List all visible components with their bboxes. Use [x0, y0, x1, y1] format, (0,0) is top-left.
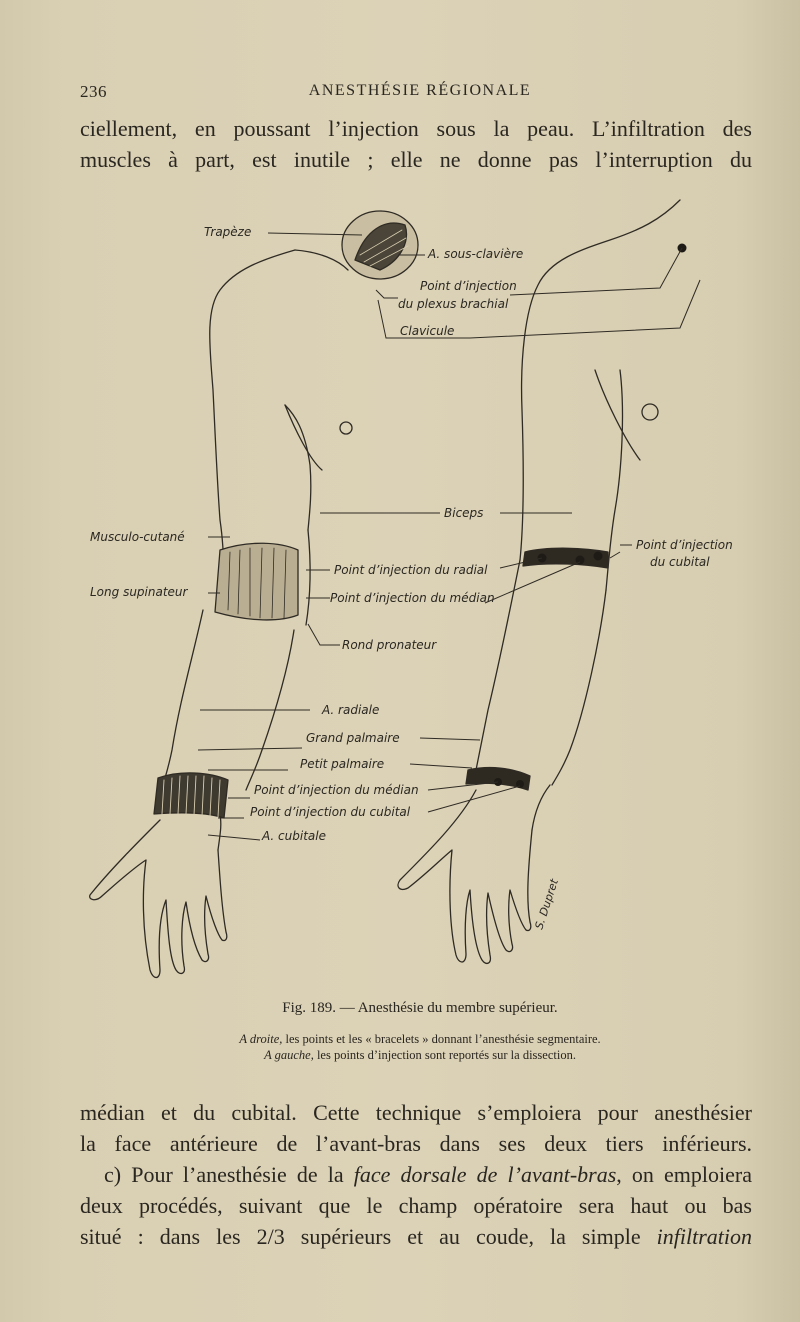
left-arm-inner-contour [285, 405, 311, 530]
label-a-sous-claviere: A. sous-clavière [428, 247, 524, 261]
running-head [80, 82, 760, 106]
signature: S. Dupret [532, 877, 561, 931]
text-line: deux procédés, suivant que le champ opératoire sera haut ou bas [80, 1193, 752, 1218]
right-nipple [642, 404, 658, 420]
right-chest-line [595, 370, 640, 460]
paragraph-top [80, 113, 752, 175]
leader-a-cubitale [208, 835, 260, 840]
caption-line [80, 1031, 760, 1047]
text-line: la face antérieure de l’avant-bras dans ses deux tiers inférieurs. [80, 1131, 752, 1156]
leader-cubital-elbow [610, 545, 632, 558]
label-injection-cubital-wrist: Point d’injection du cubital [250, 805, 411, 819]
leader-plexus [376, 290, 398, 298]
text-line: muscles à part, est inutile ; elle ne donne pas l’interruption du [80, 147, 752, 172]
caption-line [80, 1047, 760, 1063]
label-biceps: Biceps [444, 506, 484, 520]
paragraph-bottom [80, 1097, 752, 1252]
text-emphasis: infiltration [656, 1224, 752, 1249]
right-wrist-inner [532, 785, 550, 830]
label-cubital-2: du cubital [650, 555, 710, 569]
text-run: c) Pour l’anesthésie de la [104, 1162, 354, 1187]
text-line [80, 1221, 752, 1252]
caption-lead: A droite, [239, 1032, 283, 1046]
text-emphasis: face dorsale de l’avant-bras [353, 1162, 617, 1187]
text-run: , on emploiera [616, 1162, 752, 1187]
label-injection-radial: Point d’injection du radial [334, 563, 488, 577]
left-wrist-dissection [154, 773, 228, 818]
label-injection-median-wrist: Point d’injection du médian [254, 783, 419, 797]
text-line: médian et du cubital. Cette technique s’emploiera pour anesthésier [80, 1100, 752, 1125]
text-line [80, 1159, 752, 1190]
label-rond-pronateur: Rond pronateur [342, 638, 437, 652]
figure-drawing [80, 190, 760, 990]
label-cubital-1: Point d’injection [636, 538, 733, 552]
left-forearm-outer [162, 610, 203, 790]
right-hand [398, 790, 532, 963]
left-wrist-inner [218, 815, 221, 850]
right-forearm-inner [552, 590, 606, 785]
label-musculo-cutane: Musculo-cutané [90, 530, 185, 544]
text-run: situé : dans les 2/3 supérieurs et au coude, la simple [80, 1224, 657, 1249]
leader-rond-pronateur [308, 624, 340, 645]
label-a-radiale: A. radiale [322, 703, 380, 717]
caption-text: les points et les « bracelets » donnant l’anesthésie segmentaire. [282, 1032, 601, 1046]
leader-plexus-right [510, 248, 682, 295]
left-shoulder-line [295, 250, 348, 270]
page-number: 236 [80, 82, 107, 101]
right-arm-outer-contour [520, 200, 680, 560]
running-title: ANESTHÉSIE RÉGIONALE [308, 82, 532, 99]
label-petit-palmaire: Petit palmaire [300, 757, 385, 771]
label-a-cubitale: A. cubitale [262, 829, 326, 843]
label-clavicule: Clavicule [400, 324, 455, 338]
injection-point-cubital-elbow [594, 552, 603, 561]
left-arm-inner-lower [306, 530, 310, 625]
label-plexus-2: du plexus brachial [398, 297, 509, 311]
caption-lead: A gauche, [264, 1048, 314, 1062]
label-injection-median-elbow: Point d’injection du médian [330, 591, 495, 605]
left-nipple [340, 422, 352, 434]
figure-caption-title: Fig. 189. — Anesthésie du membre supérieur. [282, 1000, 558, 1016]
label-trapeze: Trapèze [204, 225, 252, 239]
label-long-supinateur: Long supinateur [90, 585, 188, 599]
figure-caption-note [80, 1031, 760, 1063]
text-line: ciellement, en poussant l’injection sous la peau. L’infiltration des [80, 116, 752, 141]
caption-text: les points d’injection sont reportés sur la dissection. [313, 1048, 576, 1062]
left-hand [90, 820, 227, 978]
label-grand-palmaire: Grand palmaire [306, 731, 400, 745]
label-plexus-1: Point d’injection [420, 279, 517, 293]
anatomical-figure [80, 190, 760, 990]
